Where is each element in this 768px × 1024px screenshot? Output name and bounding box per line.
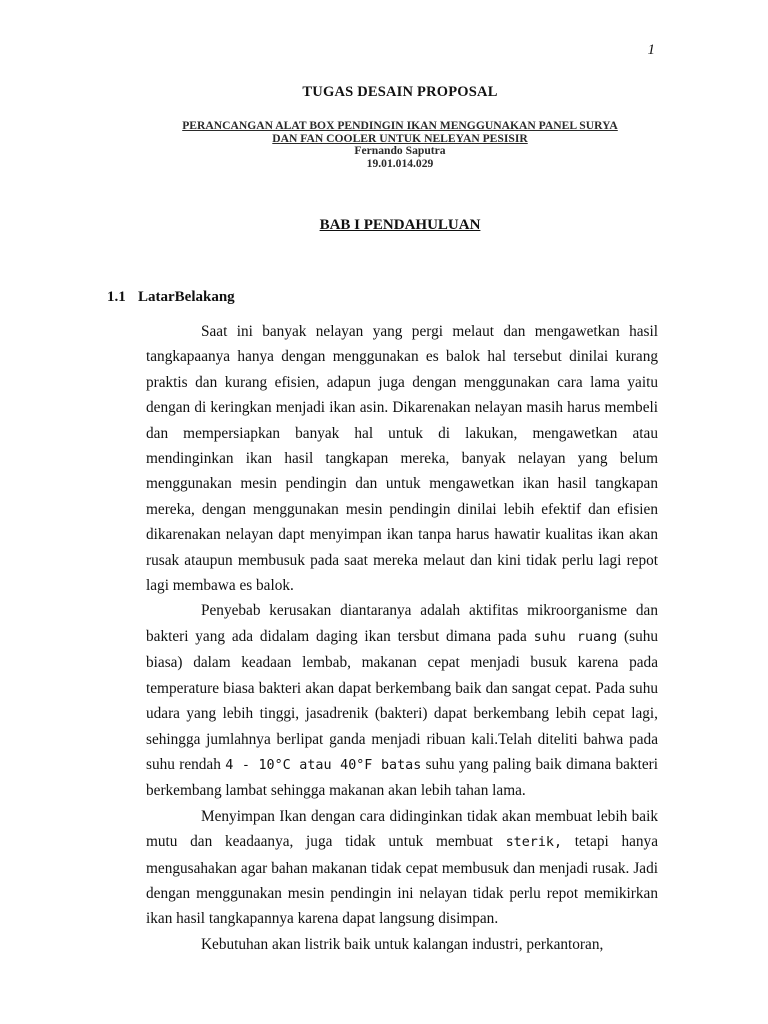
paragraph-2-part-b: (suhu biasa) dalam keadaan lembab, makanan cepat menjadi busuk karena pada temperature biasa bakteri akan dapat berkembang baik dan sangat cepat. Pada suhu udara yang lebih tinggi, jasadrenik (bakteri) dapat berkembang lebih cepat lagi, sehingga jumlahnya berlipat ganda menjadi ribuan kali.Telah diteliti bahwa pada suhu rendah bbox=[146, 627, 659, 773]
page-number: 1 bbox=[647, 42, 655, 58]
section-title: LatarBelakang bbox=[138, 289, 235, 305]
paragraph-2 bbox=[146, 598, 658, 803]
paragraph-1: Saat ini banyak nelayan yang pergi melaut dan mengawetkan hasil tangkapaanya hanya dengan menggunakan es balok hal tersebut dinilai kurang praktis dan kurang efisien, adapun juga dengan menggunakan cara lama yaitu dengan di keringkan menjadi ikan asin. Dikarenakan nelayan masih harus membeli dan mempersiapkan banyak hal untuk di lakukan, mengawetkan atau mendinginkan ikan hasil tangkapan mereka, banyak nelayan yang belum menggunakan mesin pendingin dan untuk mengawetkan ikan hasil tangkapan mereka, dengan menggunakan mesin pendingin dinilai lebih efektif dan efisien dikarenakan nelayan dapt menyimpan ikan tanpa harus hawatir kualitas ikan akan rusak ataupun membusuk pada saat mereka melaut dan kini tidak perlu lagi repot lagi membawa es balok. bbox=[146, 323, 658, 595]
paragraph-3-part-b: tetapi hanya mengusahakan agar bahan makanan tidak cepat membusuk dan menjadi rusak. Jadi dengan menggunakan mesin pendingin ini nelayan tidak perlu repot memikirkan ikan hasil tangkapannya karena dapat langsung disimpan. bbox=[146, 833, 658, 928]
paragraph-3 bbox=[146, 804, 658, 932]
section-number: 1.1 bbox=[107, 289, 126, 305]
document-title: TUGAS DESAIN PROPOSAL bbox=[302, 84, 498, 100]
body-text bbox=[146, 319, 658, 957]
author-name: Fernando Saputra bbox=[354, 144, 446, 157]
term-sterik: sterik, bbox=[505, 835, 563, 851]
paragraph-4: Kebutuhan akan listrik baik untuk kalangan industri, perkantoran, bbox=[201, 935, 604, 953]
section-heading bbox=[107, 289, 235, 306]
student-id: 19.01.014.029 bbox=[366, 156, 434, 170]
temperature-range: 4 - 10°C atau 40°F batas bbox=[225, 757, 422, 773]
paragraph-3-part-a: Menyimpan Ikan dengan cara didinginkan tidak akan membuat lebih baik mutu dan keadaanya, juga tidak untuk membuat bbox=[146, 807, 658, 851]
document-header bbox=[100, 84, 700, 170]
term-suhu-ruang: suhu ruang bbox=[533, 629, 618, 645]
proposal-title-line-2: DAN FAN COOLER UNTUK NELEYAN PESISIR bbox=[272, 131, 528, 145]
paragraph-2-part-c: suhu yang paling baik dimana bakteri berkembang lambat sehingga makanan akan lebih tahan lama. bbox=[146, 755, 659, 800]
proposal-title-line-1: PERANCANGAN ALAT BOX PENDINGIN IKAN MENGGUNAKAN PANEL SURYA bbox=[182, 119, 618, 132]
proposal-title bbox=[100, 120, 700, 145]
paragraph-2-part-a: Penyebab kerusakan diantaranya adalah aktifitas mikroorganisme dan bakteri yang ada didalam daging ikan tersbut dimana pada bbox=[146, 602, 658, 645]
chapter-title: BAB I PENDAHULUAN bbox=[319, 217, 481, 233]
